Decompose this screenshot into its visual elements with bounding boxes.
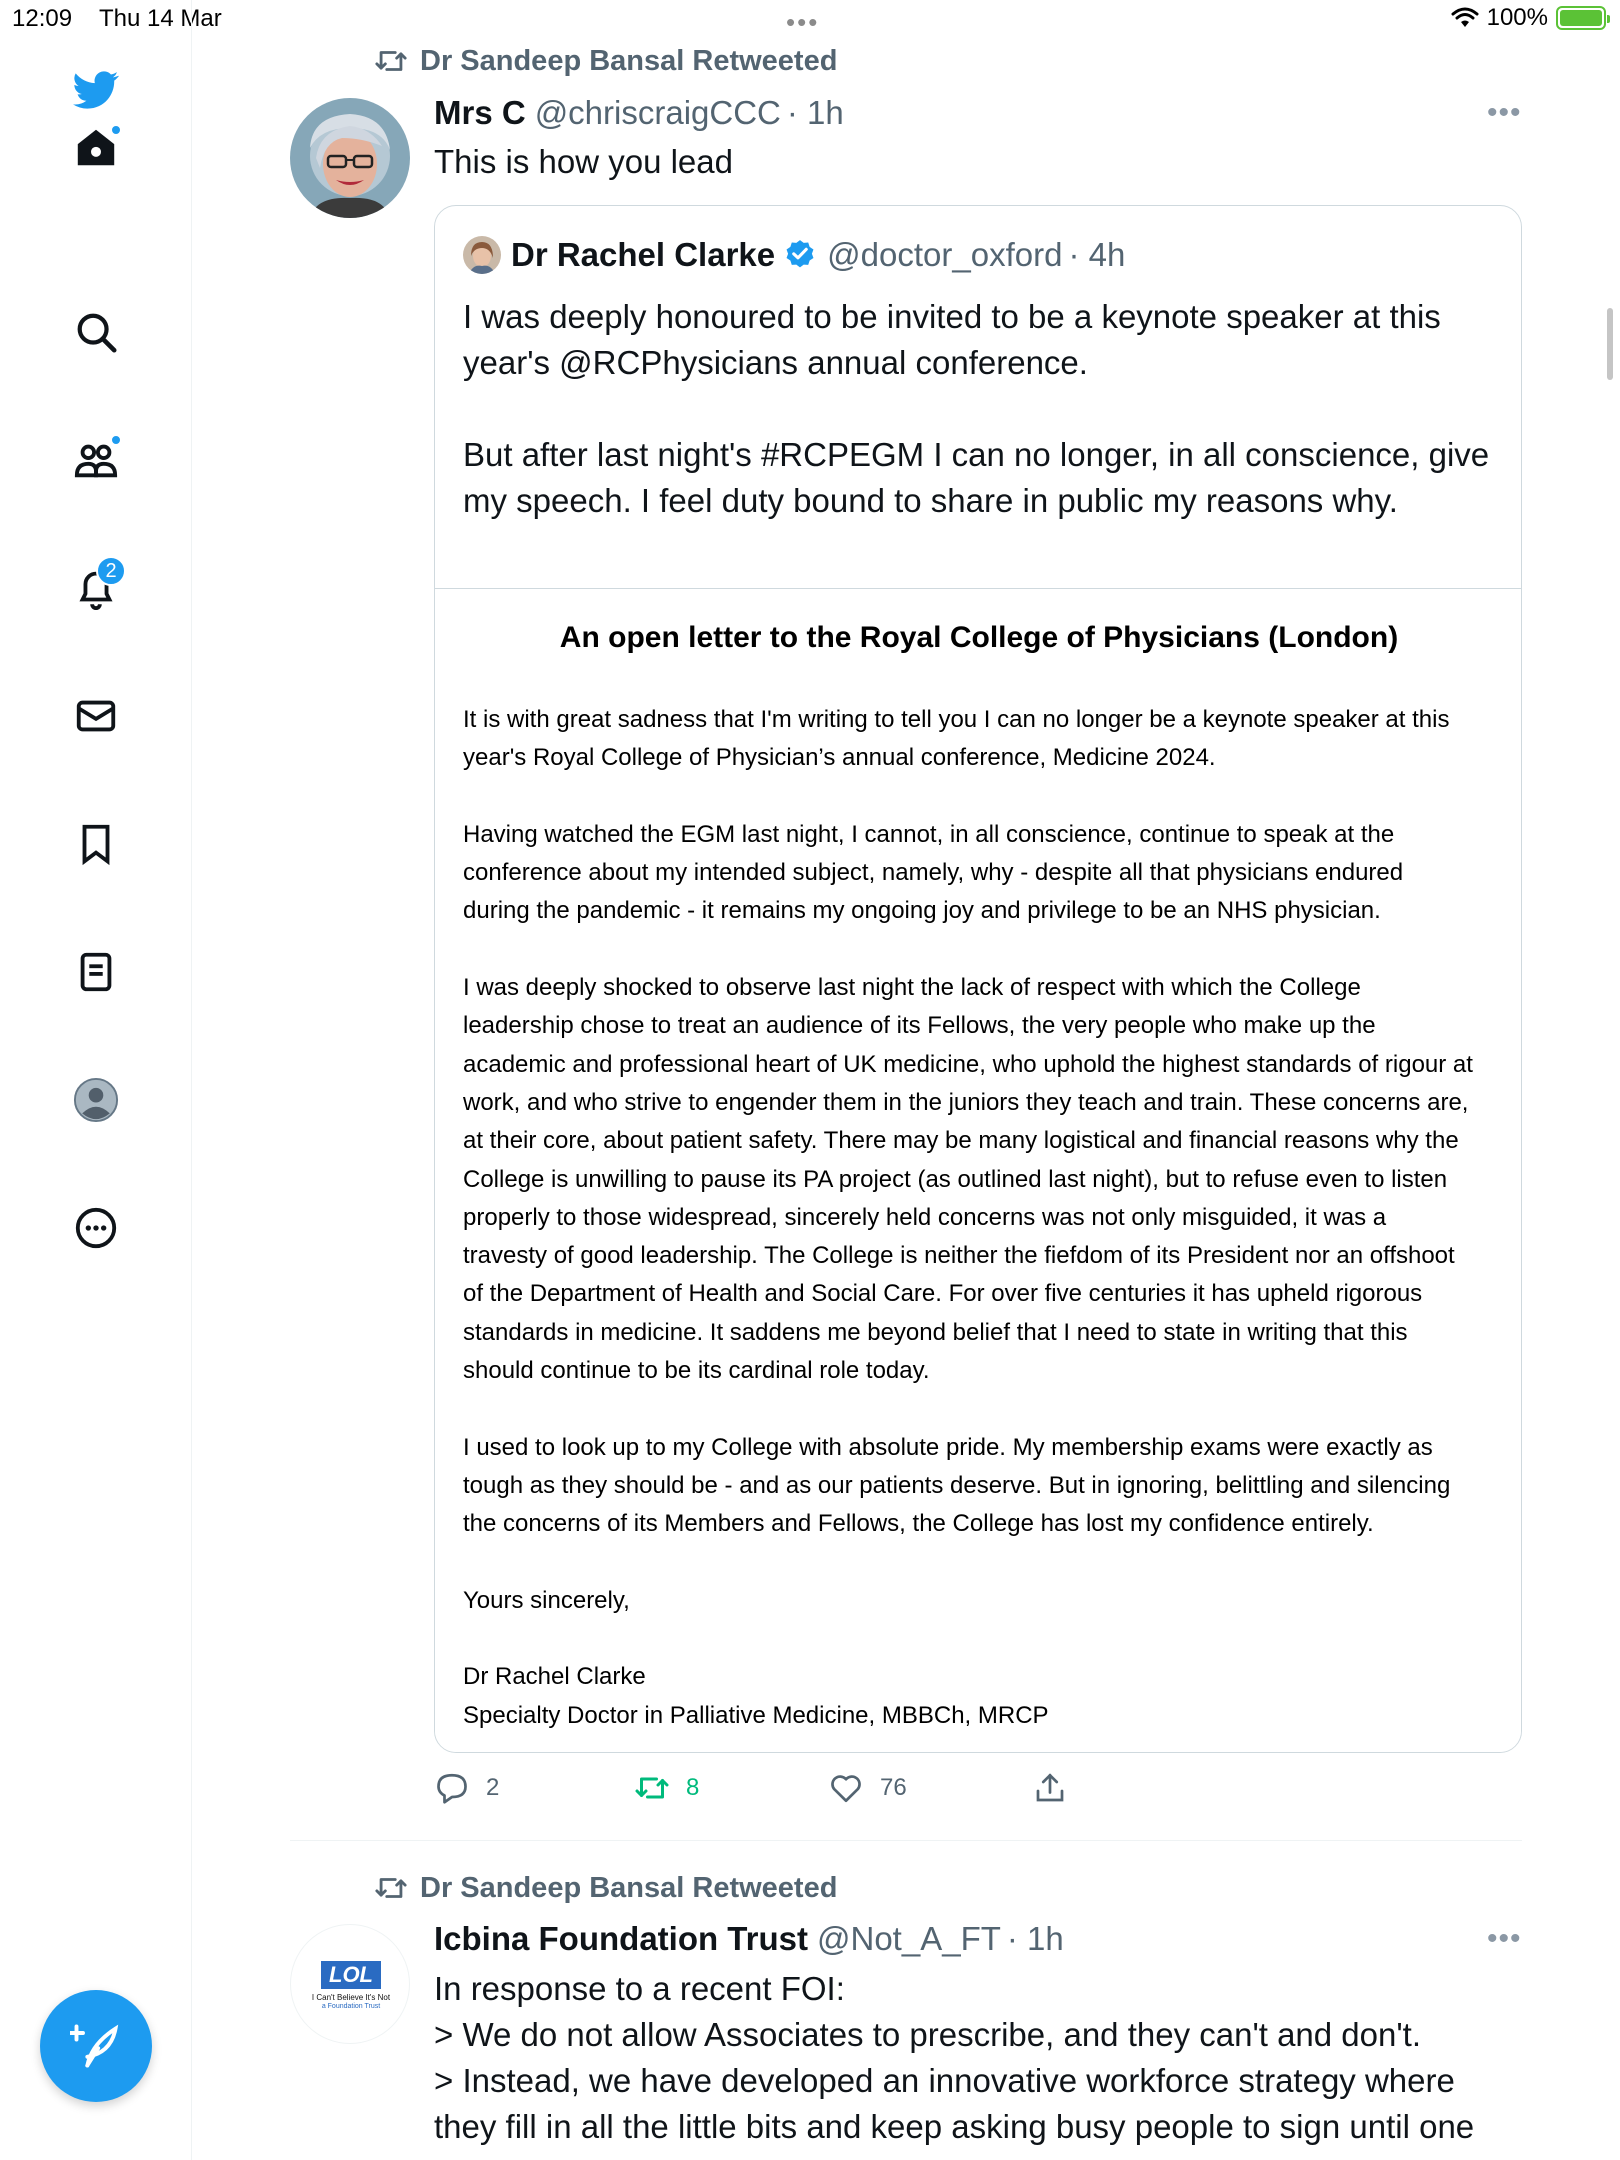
lists-icon[interactable]	[70, 946, 122, 998]
quoted-author-name: Dr Rachel Clarke	[511, 236, 776, 273]
retweet-button[interactable]	[634, 1770, 699, 1806]
notifications-badge: 2	[96, 556, 126, 586]
quoted-author-avatar	[463, 236, 501, 274]
avatar-logo: LOL	[321, 1961, 381, 1989]
avatar-logo-subtitle: I Can't Believe It's Not	[311, 1993, 391, 2002]
profile-icon[interactable]	[70, 1074, 122, 1126]
search-icon[interactable]	[70, 306, 122, 358]
compose-icon	[70, 2020, 122, 2072]
tweet-line: In response to a recent FOI:	[434, 1970, 845, 2007]
tweet-time[interactable]: · 1h	[1006, 1920, 1064, 1957]
tweet-time[interactable]: · 1h	[786, 94, 844, 131]
quoted-tweet-time: · 4h	[1068, 236, 1126, 273]
retweet-icon	[374, 1871, 408, 1905]
home-new-dot	[110, 124, 122, 136]
letter-paragraph: I was deeply shocked to observe last night the lack of respect with which the College leadership chose to treat an audience of its Fellows, the very people who make up the academic and professional heart of UK medicine, who uphold the highest standards of rigour at work, and who strive to engender them in the juniors they teach and train. These concerns are, at their core, about patient safety. There may be many logistical and financial reasons why the College is unwilling to pause its PA project (as outlined last night), but to refuse even to listen properly to those widespread, sincerely held concerns was not only misguided, it was a travesty of good leadership. The College is neither the fiefdom of its President nor an offshoot of the Department of Health and Social Care. For over five centuries it has upheld rigorous standards in medicine. It saddens me beyond belief that I need to state in writing that this should continue to be its cardinal role today.	[463, 974, 1473, 1385]
like-button[interactable]	[828, 1770, 907, 1806]
letter-signature-title: Specialty Doctor in Palliative Medicine, MBBCh, MRCP	[463, 1701, 1049, 1729]
share-icon	[1032, 1770, 1068, 1806]
quoted-author-handle: @doctor_oxford	[827, 236, 1063, 273]
battery-icon	[1556, 6, 1606, 30]
avatar[interactable]	[290, 1924, 410, 2044]
reply-count: 2	[486, 1774, 500, 1801]
compose-button[interactable]	[40, 1990, 152, 2102]
heart-icon	[828, 1770, 864, 1806]
author-handle[interactable]: @Not_A_FT	[817, 1920, 1001, 1957]
letter-paragraph: I used to look up to my College with absolute pride. My membership exams were exactly as tough as they should be - and as our patients deserve. But in ignoring, belittling and silencing the concerns of its Members and Fellows, the College has lost my confidence entirely.	[463, 1433, 1451, 1538]
quoted-tweet-text	[463, 294, 1503, 570]
reply-icon	[434, 1770, 470, 1806]
like-count: 76	[880, 1774, 907, 1801]
bookmarks-icon[interactable]	[70, 818, 122, 870]
tweet-actions	[434, 1770, 1134, 1814]
retweeted-by-text: Dr Sandeep Bansal Retweeted	[420, 44, 838, 77]
sidebar	[0, 0, 192, 2160]
letter-paragraph: Yours sincerely,	[463, 1586, 630, 1614]
letter-body	[463, 701, 1473, 1735]
letter-title: An open letter to the Royal College of Physicians (London)	[559, 621, 1399, 654]
retweet-icon	[634, 1770, 670, 1806]
retweeted-by-line	[374, 1871, 837, 1905]
quoted-tweet-image[interactable]	[435, 588, 1522, 1753]
quoted-tweet[interactable]	[434, 205, 1522, 1753]
status-time: 12:09	[12, 5, 73, 32]
tweet-divider	[290, 1840, 1522, 1841]
letter-signature-name: Dr Rachel Clarke	[463, 1663, 646, 1691]
tweet-more-icon[interactable]: •••	[1487, 1922, 1522, 1955]
twitter-bird-icon[interactable]	[70, 64, 122, 116]
quoted-paragraph: But after last night's #RCPEGM I can no longer, in all conscience, give my speech. I feel duty bound to share in public my reasons why.	[463, 436, 1490, 519]
avatar[interactable]	[290, 98, 410, 218]
letter-paragraph: It is with great sadness that I'm writing to tell you I can no longer be a keynote speaker at this year's Royal College of Physician’s annual conference, Medicine 2024.	[463, 706, 1450, 772]
timeline	[192, 0, 1522, 2160]
verified-badge-icon	[783, 238, 817, 272]
author-handle[interactable]: @chriscraigCCC	[534, 94, 781, 131]
avatar-logo-subtitle: a Foundation Trust	[321, 2003, 381, 2010]
messages-icon[interactable]	[70, 690, 122, 742]
tweet-header	[434, 1920, 1064, 1958]
tweet-more-icon[interactable]: •••	[1487, 96, 1522, 129]
retweeted-by-line	[374, 44, 837, 78]
scrollbar-thumb[interactable]	[1607, 308, 1613, 380]
tweet-line: > We do not allow Associates to prescribe, and they can't and don't.	[434, 2016, 1422, 2053]
author-name[interactable]: Icbina Foundation Trust	[434, 1920, 808, 1957]
quoted-paragraph: I was deeply honoured to be invited to be a keynote speaker at this year's @RCPhysicians annual conference.	[463, 298, 1441, 381]
tweet-text	[434, 1966, 1514, 2150]
tweet-text: This is how you lead	[434, 143, 733, 180]
status-date: Thu 14 Mar	[99, 5, 222, 32]
retweeted-by-text: Dr Sandeep Bansal Retweeted	[420, 1871, 838, 1904]
reply-button[interactable]	[434, 1770, 499, 1806]
retweet-icon	[374, 44, 408, 78]
tweet-line: > Instead, we have developed an innovative workforce strategy where they fill in all the little bits and keep asking busy people to sign until one	[434, 2062, 1475, 2145]
quoted-tweet-header	[463, 236, 1125, 274]
communities-icon[interactable]	[70, 434, 122, 486]
home-icon[interactable]	[70, 122, 122, 174]
retweet-count: 8	[686, 1774, 700, 1801]
multitasking-dots-icon[interactable]: •••	[786, 7, 820, 37]
letter-paragraph: Having watched the EGM last night, I cannot, in all conscience, continue to speak at the conference about my intended subject, namely, why - despite all that physicians endured during the pandemic - it remains my ongoing joy and privilege to be an NHS physician.	[463, 820, 1404, 925]
author-name[interactable]: Mrs C	[434, 94, 526, 131]
share-button[interactable]	[1032, 1770, 1068, 1806]
tweet-header	[434, 94, 844, 132]
battery-percent: 100%	[1486, 4, 1548, 31]
more-icon[interactable]	[70, 1202, 122, 1254]
communities-new-dot	[110, 434, 122, 446]
notifications-icon[interactable]	[70, 559, 122, 614]
